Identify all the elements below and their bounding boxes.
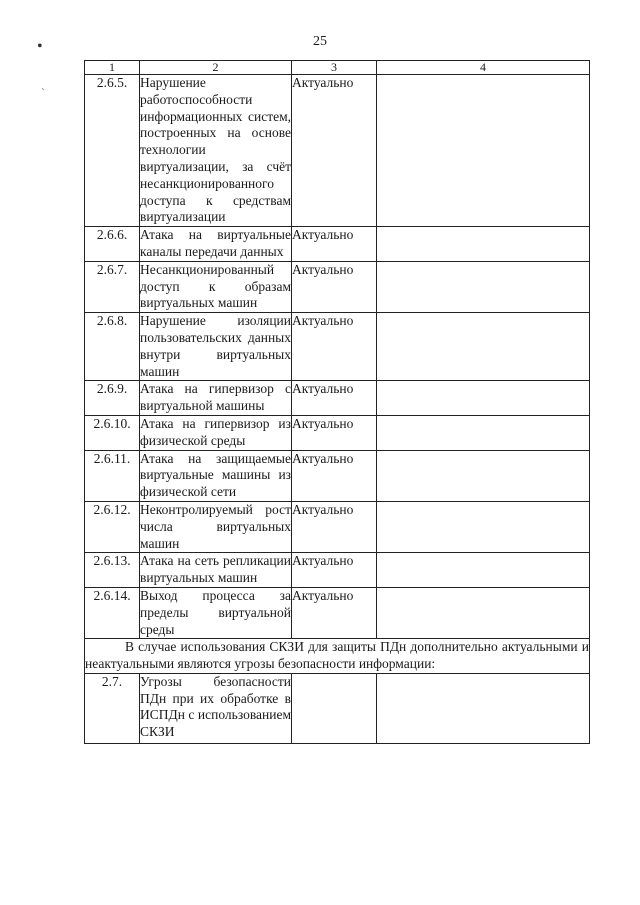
- table-row: [85, 381, 590, 416]
- table-header-row: [85, 61, 590, 75]
- threat-description: Нарушение работоспособности информационных систем, построенных на основе технологии виртуализации, за счёт несанкционированного доступа к средствам виртуализации: [140, 75, 292, 227]
- threats-table: [84, 60, 590, 744]
- threat-status: Актуально: [292, 501, 377, 552]
- threat-number: 2.6.6.: [85, 227, 140, 262]
- page-number: 25: [313, 34, 327, 49]
- table-row: [85, 450, 590, 501]
- threat-status: Актуально: [292, 313, 377, 381]
- threat-number: 2.6.7.: [85, 261, 140, 312]
- threat-description: Нарушение изоляции пользовательских данных внутри виртуальных машин: [140, 313, 292, 381]
- scan-dot-mark: •: [37, 38, 43, 55]
- threat-number: 2.7.: [85, 673, 140, 743]
- header-cell: 2: [140, 61, 292, 75]
- threat-number: 2.6.13.: [85, 553, 140, 588]
- table-row: [85, 673, 590, 743]
- threat-description: Угрозы безопасности ПДн при их обработке в ИСПДн с использованием СКЗИ: [140, 673, 292, 743]
- header-cell: 1: [85, 61, 140, 75]
- header-cell: 3: [292, 61, 377, 75]
- note-row: [85, 639, 590, 674]
- table-row: [85, 415, 590, 450]
- threat-description: Атака на сеть репликации виртуальных машин: [140, 553, 292, 588]
- threat-note: [377, 415, 590, 450]
- threat-note: [377, 75, 590, 227]
- scan-tick-mark: ˏ: [38, 79, 46, 92]
- threat-number: 2.6.9.: [85, 381, 140, 416]
- threat-status: [292, 673, 377, 743]
- threat-number: 2.6.11.: [85, 450, 140, 501]
- threat-note: [377, 261, 590, 312]
- threat-number: 2.6.14.: [85, 587, 140, 638]
- threat-note: [377, 450, 590, 501]
- table-row: [85, 553, 590, 588]
- threat-description: Атака на защищаемые виртуальные машины из физической сети: [140, 450, 292, 501]
- threat-note: [377, 313, 590, 381]
- threat-number: 2.6.10.: [85, 415, 140, 450]
- threat-note: [377, 587, 590, 638]
- threat-note: [377, 501, 590, 552]
- threat-description: Атака на виртуальные каналы передачи данных: [140, 227, 292, 262]
- table-row: [85, 587, 590, 638]
- threat-number: 2.6.12.: [85, 501, 140, 552]
- threat-description: Выход процесса за пределы виртуальной среды: [140, 587, 292, 638]
- threat-description: Несанкционированный доступ к образам виртуальных машин: [140, 261, 292, 312]
- table-row: [85, 261, 590, 312]
- threat-status: Актуально: [292, 381, 377, 416]
- threat-number: 2.6.8.: [85, 313, 140, 381]
- threat-status: Актуально: [292, 450, 377, 501]
- skzi-note: В случае использования СКЗИ для защиты ПДн дополнительно актуальными и неактуальными являются угрозы безопасности информации:: [85, 639, 590, 674]
- threat-note: [377, 227, 590, 262]
- table-row: [85, 501, 590, 552]
- threat-status: Актуально: [292, 227, 377, 262]
- threat-status: Актуально: [292, 261, 377, 312]
- threat-description: Атака на гипервизор из физической среды: [140, 415, 292, 450]
- threat-status: Актуально: [292, 587, 377, 638]
- threat-note: [377, 381, 590, 416]
- threat-note: [377, 673, 590, 743]
- table-row: [85, 313, 590, 381]
- threat-status: Актуально: [292, 553, 377, 588]
- threat-number: 2.6.5.: [85, 75, 140, 227]
- threat-description: Атака на гипервизор с виртуальной машины: [140, 381, 292, 416]
- threat-status: Актуально: [292, 415, 377, 450]
- threat-description: Неконтролируемый рост числа виртуальных машин: [140, 501, 292, 552]
- table-row: [85, 227, 590, 262]
- header-cell: 4: [377, 61, 590, 75]
- table-row: [85, 75, 590, 227]
- threat-status: Актуально: [292, 75, 377, 227]
- threat-note: [377, 553, 590, 588]
